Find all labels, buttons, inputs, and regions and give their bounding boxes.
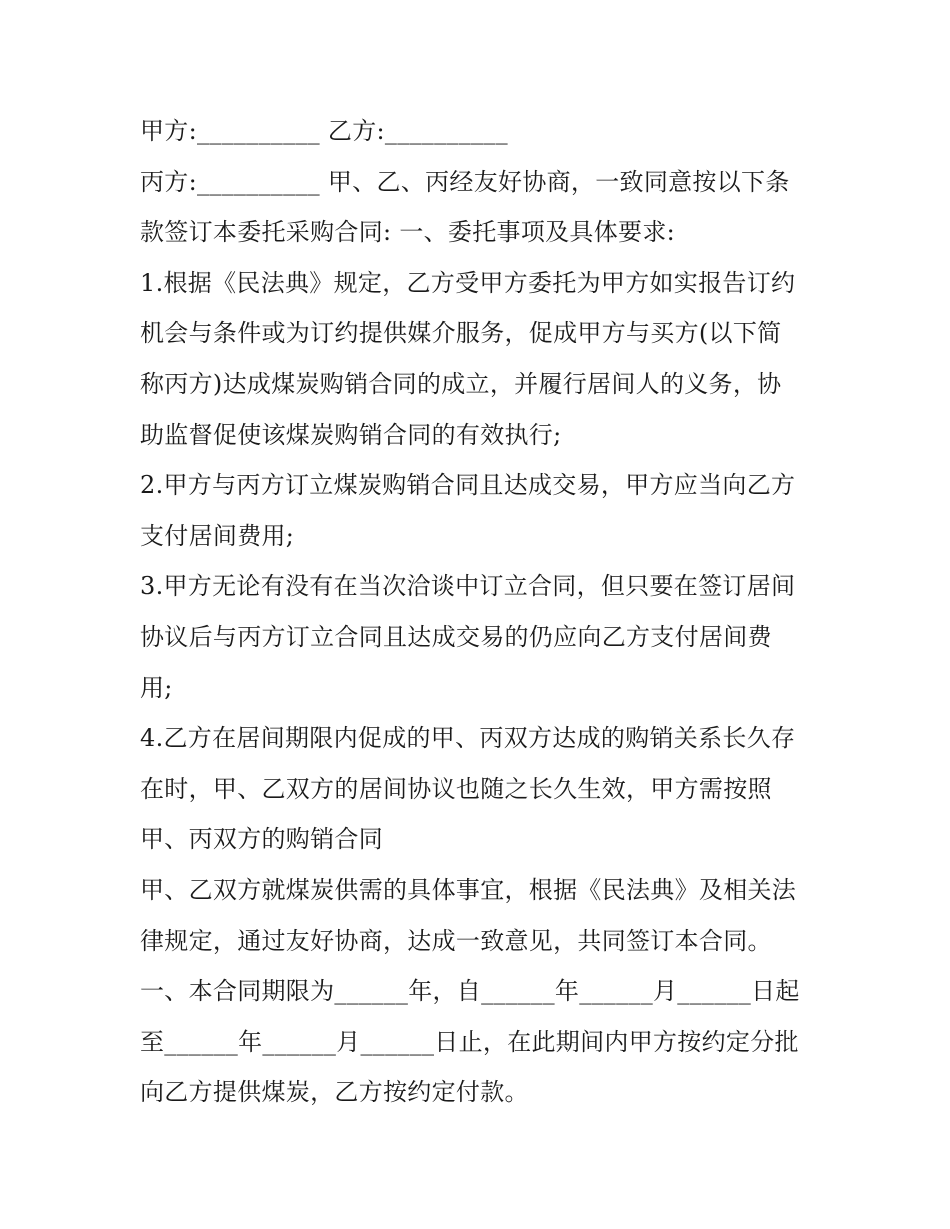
text-line: 至______年______月______日止，在此期间内甲方按约定分批 <box>140 1027 799 1056</box>
text-line: 丙方:__________ 甲、乙、丙经友好协商，一致同意按以下条 <box>140 167 790 196</box>
text-line: 助监督促使该煤炭购销合同的有效执行; <box>140 420 562 449</box>
text-line: 3.甲方无论有没有在当次洽谈中订立合同，但只要在签订居间 <box>140 572 796 601</box>
text-line: 称丙方)达成煤炭购销合同的成立，并履行居间人的义务，协 <box>140 369 782 398</box>
text-line: 甲、丙双方的购销合同 <box>140 825 383 854</box>
text-line: 在时，甲、乙双方的居间协议也随之长久生效，甲方需按照 <box>140 774 772 803</box>
text-line: 甲方:__________ 乙方:__________ <box>140 117 508 145</box>
text-line: 2.甲方与丙方订立煤炭购销合同且达成交易，甲方应当向乙方 <box>140 471 796 500</box>
text-line: 4.乙方在居间期限内促成的甲、丙双方达成的购销关系长久存 <box>140 724 796 753</box>
text-line: 支付居间费用; <box>140 521 295 550</box>
text-line: 1.根据《民法典》规定，乙方受甲方委托为甲方如实报告订约 <box>140 268 796 297</box>
text-line: 律规定，通过友好协商，达成一致意见，共同签订本合同。 <box>140 926 772 955</box>
text-line: 一、本合同期限为______年，自______年______月______日起 <box>140 977 800 1006</box>
text-line: 用; <box>140 673 173 702</box>
text-line: 甲、乙双方就煤炭供需的具体事宜，根据《民法典》及相关法 <box>140 875 797 904</box>
text-line: 机会与条件或为订约提供媒介服务，促成甲方与买方(以下简 <box>140 319 782 348</box>
text-line: 款签订本委托采购合同: 一、委托事项及具体要求: <box>140 218 675 247</box>
document-body <box>140 106 820 1118</box>
text-line: 协议后与丙方订立合同且达成交易的仍应向乙方支付居间费 <box>140 622 772 651</box>
text-line: 向乙方提供煤炭，乙方按约定付款。 <box>140 1078 529 1107</box>
